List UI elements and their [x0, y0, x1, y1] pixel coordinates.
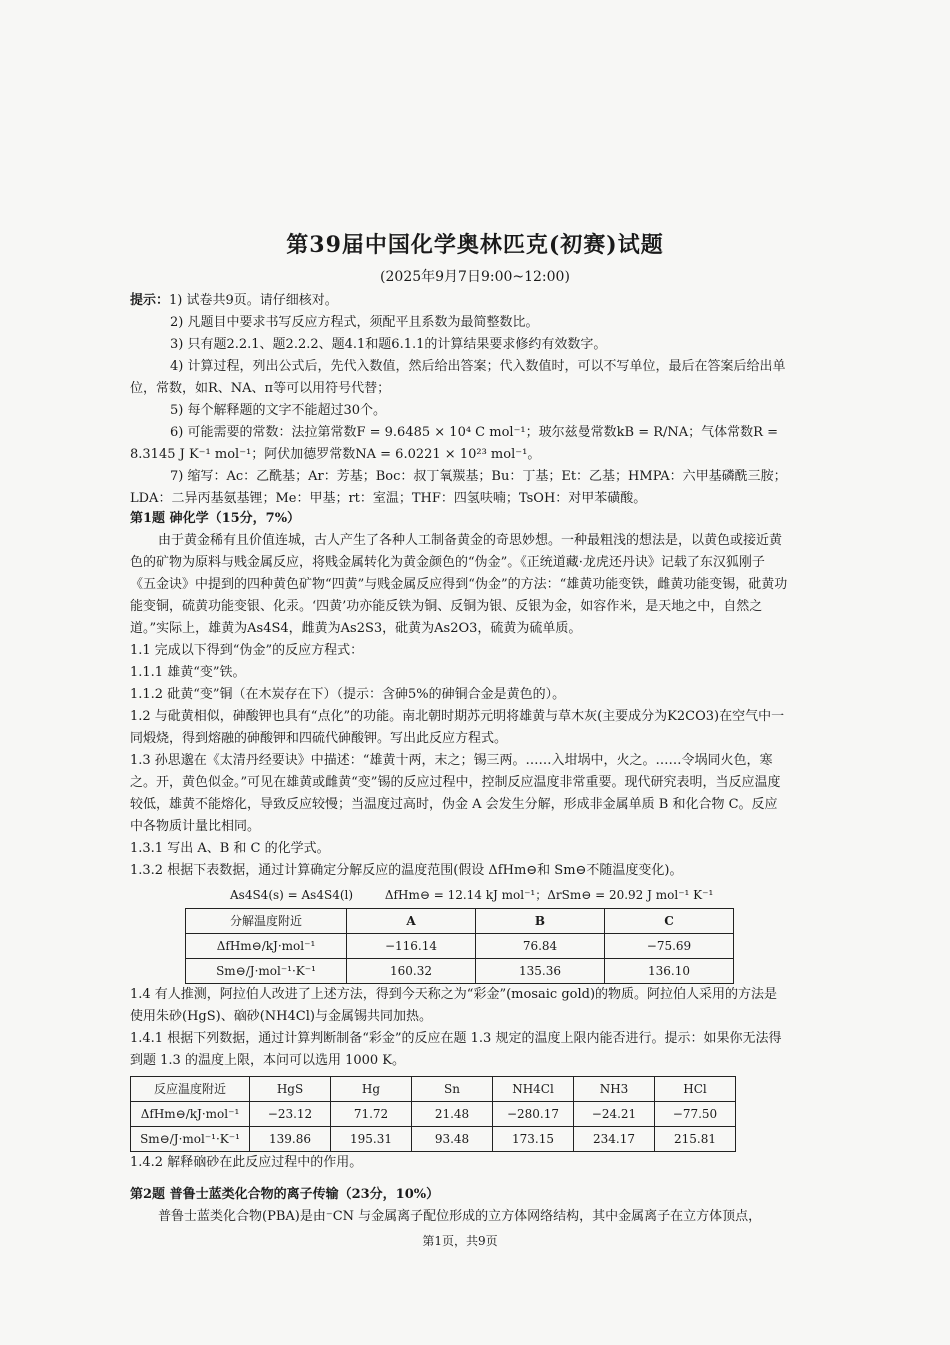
note-7: 7) 缩写：Ac：乙酰基；Ar：芳基；Boc：叔丁氧羰基；Bu：丁基；Et：乙基；HMPA：六甲基磷酰三胺；LDA：二异丙基氨基锂；Me：甲基；rt：室温；THF：四氢呋喃；TsOH：对甲苯磺酸。: [130, 469, 787, 506]
table-1-header-cell: 分解温度附近: [186, 909, 347, 934]
table-cell: ΔfHm⊖/kJ·mol⁻¹: [131, 1102, 250, 1127]
question-1-intro: 由于黄金稀有且价值连城，古人产生了各种人工制备黄金的奇思妙想。一种最粗浅的想法是，以黄色或接近黄色的矿物为原料与贱金属反应，将贱金属转化为黄金颜色的“伪金”。《正统道藏·龙虎还丹诀》记载了东汉狐刚子《五金诀》中提到的四种黄色矿物“四黄”与贱金属反应得到“伪金”的方法：“雄黄功能变铁，雌黄功能变锡，砒黄功能变铜，硫黄功能变银、化汞。‘四黄’功亦能反铁为铜、反铜为银、反银为金，如容作米，是天地之中，自然之道。”实际上，雄黄为As4S4，雌黄为As2S3，砒黄为As2O3，硫黄为硫单质。: [130, 533, 788, 636]
q1-4-1: 1.4.1 根据下列数据，通过计算判断制备“彩金”的反应在题 1.3 规定的温度上限内能否进行。提示：如果你无法得到题 1.3 的温度上限，本问可以选用 1000 K。: [130, 1031, 782, 1068]
table-row: [131, 1127, 736, 1152]
table-cell: −23.12: [250, 1102, 331, 1127]
question-2-intro: 普鲁士蓝类化合物(PBA)是由⁻CN 与金属离子配位形成的立方体网络结构，其中金属离子在立方体顶点，: [158, 1209, 762, 1224]
table-cell: 195.31: [331, 1127, 412, 1152]
q1-4-2: 1.4.2 解释硇砂在此反应过程中的作用。: [130, 1155, 363, 1170]
table-cell: ΔfHm⊖/kJ·mol⁻¹: [186, 934, 347, 959]
table-1-header-cell: B: [476, 909, 605, 934]
q1-1-2: 1.1.2 砒黄“变”铜（在木炭存在下）（提示：含砷5%的砷铜合金是黄色的）。: [130, 687, 566, 702]
table-2-header-cell: HCl: [655, 1077, 736, 1102]
table-2-header-cell: NH4Cl: [493, 1077, 574, 1102]
table-cell: 234.17: [574, 1127, 655, 1152]
q1-1: 1.1 完成以下得到“伪金”的反应方程式：: [130, 643, 364, 658]
table-1-header: [186, 909, 734, 934]
page-title: 第39届中国化学奥林匹克(初赛)试题: [286, 232, 664, 258]
table-cell: 76.84: [476, 934, 605, 959]
question-2-title: 第2题 普鲁士蓝类化合物的离子传输（23分，10%）: [130, 1187, 440, 1202]
table-cell: 139.86: [250, 1127, 331, 1152]
table-cell: 21.48: [412, 1102, 493, 1127]
exam-date: (2025年9月7日9:00~12:00): [380, 269, 570, 285]
q1-3-1: 1.3.1 写出 A、B 和 C 的化学式。: [130, 841, 330, 856]
table-1: [185, 908, 734, 984]
table-row: [186, 959, 734, 984]
note-4: 4) 计算过程，列出公式后，先代入数值，然后给出答案；代入数值时，可以不写单位，最后在答案后给出单位，常数，如R、NA、π等可以用符号代替；: [130, 359, 786, 396]
table-1-header-cell: C: [605, 909, 734, 934]
page-footer: 第1页，共9页: [422, 1234, 498, 1248]
table-2-header-cell: Hg: [331, 1077, 412, 1102]
table-cell: 215.81: [655, 1127, 736, 1152]
question-1-title: 第1题 砷化学（15分，7%）: [130, 511, 301, 526]
q1-1-1: 1.1.1 雄黄“变”铁。: [130, 665, 246, 680]
table-1-header-cell: A: [347, 909, 476, 934]
table-2-header-cell: NH3: [574, 1077, 655, 1102]
instructions-label: 提示：: [130, 293, 170, 308]
table-cell: 71.72: [331, 1102, 412, 1127]
table-row: [131, 1102, 736, 1127]
q1-3: 1.3 孙思邈在《太清丹经要诀》中描述：“雄黄十两，末之；锡三两。……入坩埚中，火之。……令埚同火色，寒之。开，黄色似金。”可见在雄黄或雌黄“变”锡的反应过程中，控制反应温度非常重要。现代研究表明，当反应温度较低，雄黄不能熔化，导致反应较慢；当温度过高时，伪金 A 会发生分解，形成非金属单质 B 和化合物 C。反应中各物质计量比相同。: [130, 753, 781, 834]
q1-4: 1.4 有人推测，阿拉伯人改进了上述方法，得到今天称之为“彩金”(mosaic gold)的物质。阿拉伯人采用的方法是使用朱砂(HgS)、硇砂(NH4Cl)与金属锡共同加热。: [130, 987, 778, 1024]
q1-3-2: 1.3.2 根据下表数据，通过计算确定分解反应的温度范围(假设 ΔfHm⊖和 Sm⊖不随温度变化)。: [130, 863, 683, 878]
note-1: 1) 试卷共9页。请仔细核对。: [169, 293, 338, 308]
table-cell: Sm⊖/J·mol⁻¹·K⁻¹: [186, 959, 347, 984]
table-2-header-cell: HgS: [250, 1077, 331, 1102]
note-3: 3) 只有题2.2.1、题2.2.2、题4.1和题6.1.1的计算结果要求修约有效数字。: [170, 337, 607, 352]
table-cell: −77.50: [655, 1102, 736, 1127]
table-cell: −280.17: [493, 1102, 574, 1127]
table-row: [186, 934, 734, 959]
table-cell: −116.14: [347, 934, 476, 959]
instructions: [130, 290, 790, 510]
table-2-header-cell: 反应温度附近: [131, 1077, 250, 1102]
table-cell: −75.69: [605, 934, 734, 959]
table-cell: Sm⊖/J·mol⁻¹·K⁻¹: [131, 1127, 250, 1152]
note-5: 5) 每个解释题的文字不能超过30个。: [170, 403, 387, 418]
question-1: [130, 508, 790, 1252]
note-2: 2) 凡题目中要求书写反应方程式，须配平且系数为最简整数比。: [170, 315, 539, 330]
table-cell: −24.21: [574, 1102, 655, 1127]
q1-2: 1.2 与砒黄相似，砷酸钾也具有“点化”的功能。南北朝时期苏元明将雄黄与草木灰(主要成分为K2CO3)在空气中一同煅烧，得到熔融的砷酸钾和四硫代砷酸钾。写出此反应方程式。: [130, 709, 785, 746]
table-cell: 173.15: [493, 1127, 574, 1152]
note-6: 6) 可能需要的常数：法拉第常数F = 9.6485 × 10⁴ C mol⁻¹；玻尔兹曼常数kB = R/NA；气体常数R = 8.3145 J K⁻¹ mol⁻¹；阿伏加德罗常数NA = 6.0221 × 10²³ mol⁻¹。: [130, 425, 778, 462]
reaction-line: [230, 884, 790, 906]
table-cell: 136.10: [605, 959, 734, 984]
thermo-values: ΔfHm⊖ = 12.14 kJ mol⁻¹；ΔrSm⊖ = 20.92 J mol⁻¹ K⁻¹: [384, 888, 714, 902]
table-cell: 135.36: [476, 959, 605, 984]
table-cell: 160.32: [347, 959, 476, 984]
table-2-header: [131, 1077, 736, 1102]
equation: As4S4(s) = As4S4(l): [230, 888, 354, 902]
table-2: [130, 1076, 736, 1152]
table-cell: 93.48: [412, 1127, 493, 1152]
table-2-header-cell: Sn: [412, 1077, 493, 1102]
